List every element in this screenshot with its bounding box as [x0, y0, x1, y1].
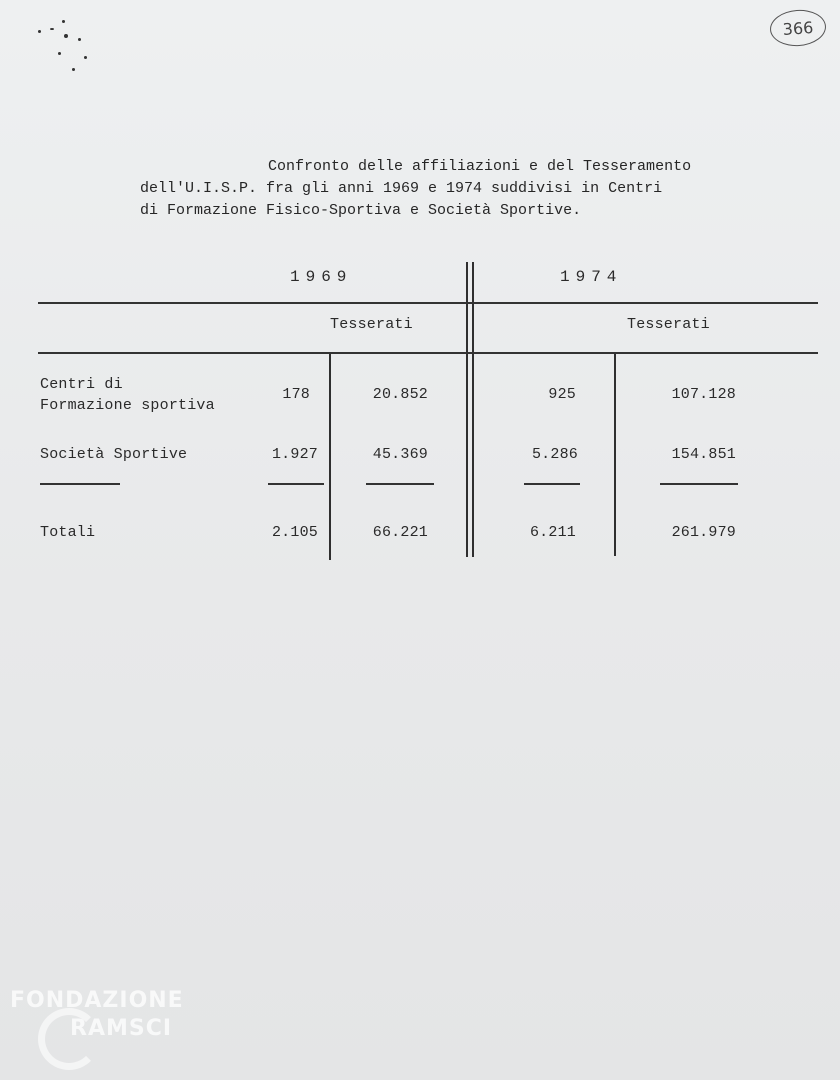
subtotal-underline-label: [40, 483, 120, 485]
cell-centri-1974-tesserati: 107.128: [671, 386, 736, 403]
subtotal-underline-1969-aff: [268, 483, 324, 485]
cell-centri-1969-affiliations: 178: [282, 386, 310, 403]
subtotal-underline-1974-tess: [660, 483, 738, 485]
cell-totali-1974-tesserati: 261.979: [671, 524, 736, 541]
cell-societa-1969-tesserati: 45.369: [372, 446, 428, 463]
watermark-line-2: RAMSCI: [70, 1016, 173, 1041]
header-bottom-rule: [38, 352, 818, 354]
cell-societa-1969-affiliations: 1.927: [271, 446, 318, 463]
center-divider-left: [466, 262, 468, 557]
center-divider-right: [472, 262, 474, 557]
row-label-centri-line2: Formazione sportiva: [40, 397, 215, 414]
cell-societa-1974-affiliations: 5.286: [531, 446, 578, 463]
year-1974-header: 1974: [560, 268, 623, 286]
year-1969-header: 1969: [290, 268, 353, 286]
row-label-societa: Società Sportive: [40, 446, 188, 463]
title-line-2: dell'U.I.S.P. fra gli anni 1969 e 1974 suddivisi in Centri: [140, 180, 663, 197]
tesserati-header-1974: Tesserati: [627, 316, 710, 333]
tesserati-header-1969: Tesserati: [330, 316, 413, 333]
cell-totali-1969-tesserati: 66.221: [372, 524, 428, 541]
row-label-totali: Totali: [40, 524, 96, 541]
page-number-stamp: [769, 8, 827, 48]
cell-totali-1969-affiliations: 2.105: [271, 524, 318, 541]
watermark-line-1: FONDAZIONE: [10, 988, 184, 1013]
column-divider-1974: [614, 354, 616, 556]
cell-societa-1974-tesserati: 154.851: [671, 446, 736, 463]
table-top-rule: [38, 302, 818, 304]
page-number: 366: [782, 17, 814, 39]
archive-watermark-logo: [10, 988, 220, 1068]
cell-centri-1974-affiliations: 925: [548, 386, 576, 403]
cell-centri-1969-tesserati: 20.852: [372, 386, 428, 403]
title-line-3: di Formazione Fisico-Sportiva e Società Sportive.: [140, 202, 582, 219]
subtotal-underline-1974-aff: [524, 483, 580, 485]
title-line-1: Confronto delle affiliazioni e del Tesseramento: [268, 158, 692, 175]
column-divider-1969: [329, 354, 331, 560]
row-label-centri-line1: Centri di: [40, 376, 123, 393]
subtotal-underline-1969-tess: [366, 483, 434, 485]
cell-totali-1974-affiliations: 6.211: [529, 524, 576, 541]
